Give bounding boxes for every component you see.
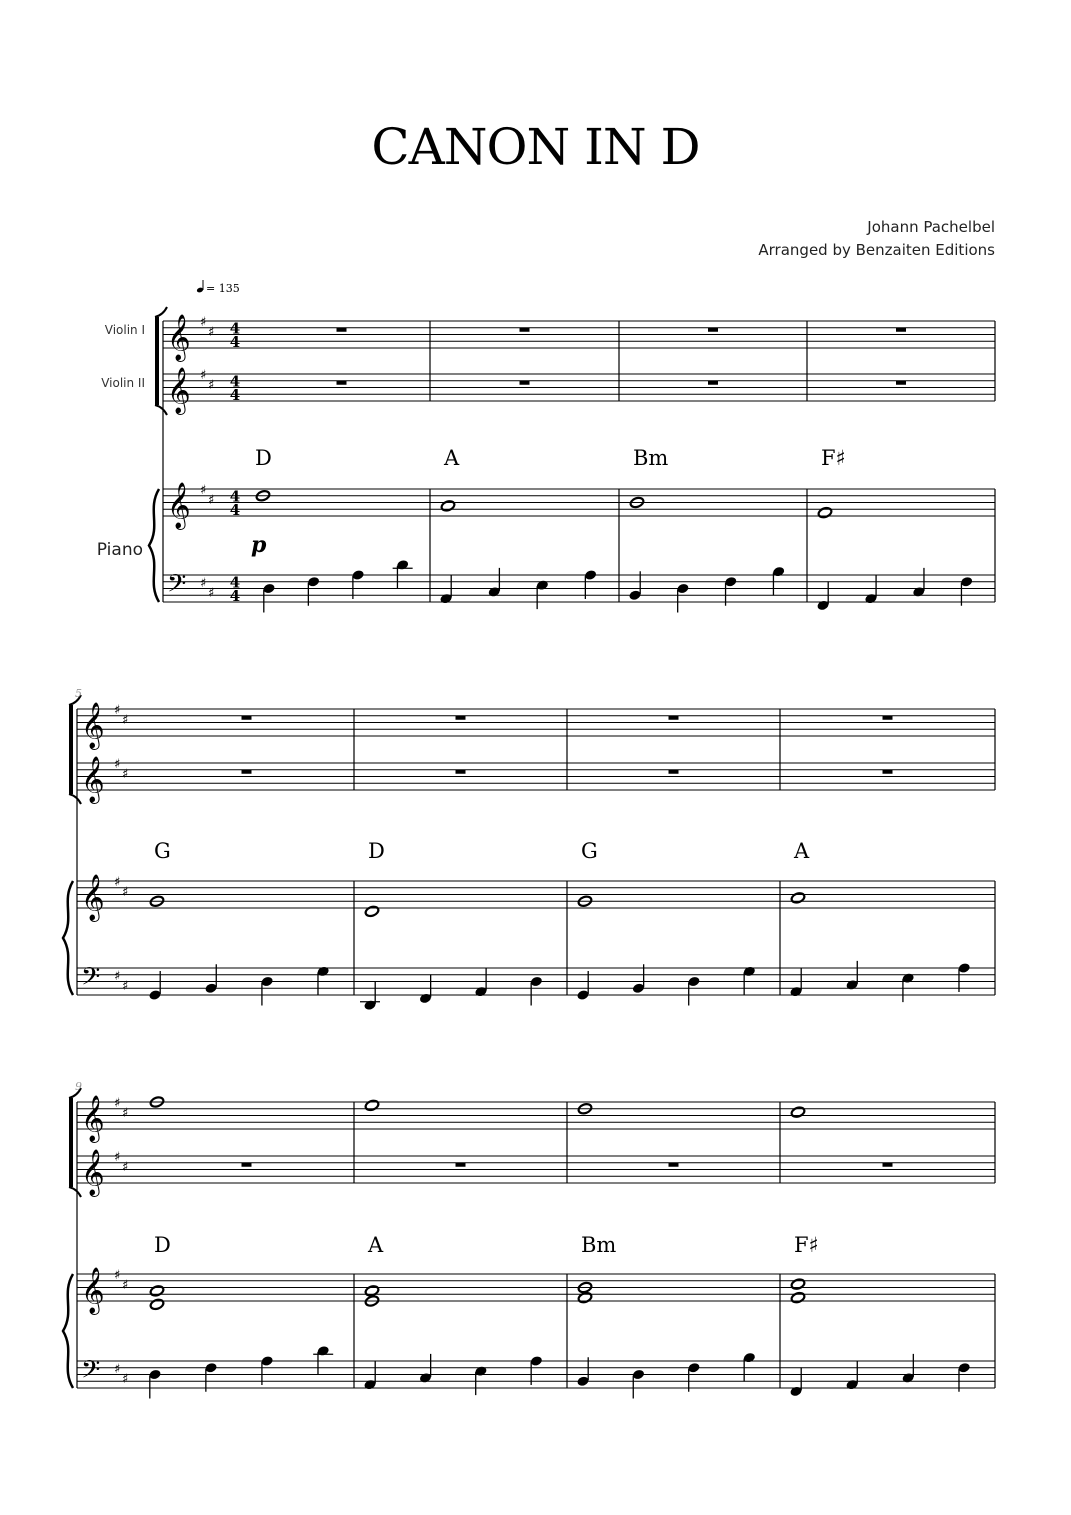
sharp-icon: ♯ (122, 1160, 129, 1176)
treble-clef-icon: 𝄞 (81, 1149, 105, 1196)
instrument-name-violin-2: Violin II (101, 376, 145, 390)
bracket-hook (69, 794, 81, 804)
whole-note (364, 1099, 379, 1112)
sharp-icon: ♯ (200, 483, 207, 498)
measure-number: 5 (75, 687, 82, 700)
treble-clef-icon: 𝄞 (167, 314, 191, 361)
whole-rest (337, 328, 347, 332)
staff-violin2 (163, 374, 995, 401)
sharp-icon: ♯ (122, 1371, 129, 1387)
score-title: CANON IN D (371, 118, 700, 176)
whole-rest (242, 770, 252, 774)
sharp-icon: ♯ (200, 575, 207, 591)
whole-note (364, 905, 379, 918)
treble-clef-icon: 𝄞 (81, 874, 105, 921)
chord-symbol: Bm (581, 1233, 617, 1257)
bracket-hook (155, 307, 167, 317)
whole-note (440, 500, 455, 513)
chord-symbol: D (154, 1233, 171, 1257)
whole-rest (242, 716, 252, 720)
sharp-icon: ♯ (200, 315, 207, 330)
dynamic-marking: p (251, 532, 267, 558)
time-signature-bottom: 4 (229, 333, 241, 351)
treble-clef-icon: 𝄞 (167, 482, 191, 529)
composer-credit: Johann Pachelbel (867, 218, 995, 236)
chord-symbol: Bm (633, 446, 669, 470)
piano-brace (149, 489, 159, 602)
chord-symbol: F♯ (794, 1233, 819, 1257)
bass-clef-icon: 𝄢 (167, 569, 187, 605)
bracket-hook (155, 405, 167, 415)
sharp-icon: ♯ (122, 713, 129, 729)
whole-rest (456, 716, 466, 720)
sharp-icon: ♯ (122, 885, 129, 901)
whole-note (790, 1291, 805, 1304)
whole-note (817, 506, 832, 519)
staff-violin2 (77, 1156, 995, 1183)
sharp-icon: ♯ (114, 875, 121, 890)
sharp-icon: ♯ (114, 1096, 121, 1111)
time-signature-bottom: 4 (229, 386, 241, 404)
whole-rest (896, 328, 906, 332)
chord-symbol: A (368, 1233, 384, 1257)
whole-rest (669, 716, 679, 720)
whole-rest (520, 328, 530, 332)
treble-clef-icon: 𝄞 (81, 756, 105, 803)
whole-note (790, 892, 805, 905)
whole-rest (708, 381, 718, 385)
whole-note (149, 1285, 164, 1298)
bass-clef-icon: 𝄢 (81, 1355, 101, 1391)
time-signature-top: 4 (229, 372, 241, 391)
time-signature-top: 4 (229, 573, 241, 592)
sharp-icon: ♯ (122, 978, 129, 994)
chord-symbol: A (444, 446, 460, 470)
treble-clef-icon: 𝄞 (81, 1095, 105, 1142)
whole-note (790, 1106, 805, 1119)
violin-bracket (155, 317, 159, 405)
sharp-icon: ♯ (208, 493, 215, 509)
chord-symbol: D (255, 446, 272, 470)
chord-symbol: A (794, 839, 810, 863)
sharp-icon: ♯ (208, 325, 215, 341)
whole-rest (896, 381, 906, 385)
measure-number: 9 (75, 1080, 82, 1093)
violin-bracket (69, 705, 73, 794)
violin-bracket (69, 1098, 73, 1187)
whole-rest (708, 328, 718, 332)
bracket-hook (69, 1187, 81, 1197)
whole-rest (669, 1163, 679, 1167)
tempo-marking: = 135 (206, 282, 240, 295)
time-signature-bottom: 4 (229, 587, 241, 605)
whole-note (149, 1298, 164, 1311)
chord-symbol: F♯ (821, 446, 846, 470)
whole-rest (242, 1163, 252, 1167)
whole-note (364, 1285, 379, 1298)
sharp-icon: ♯ (114, 1361, 121, 1377)
sharp-icon: ♯ (208, 378, 215, 394)
whole-rest (337, 381, 347, 385)
sharp-icon: ♯ (114, 1150, 121, 1165)
treble-clef-icon: 𝄞 (81, 1267, 105, 1314)
whole-rest (883, 770, 893, 774)
whole-note (790, 1278, 805, 1291)
whole-note (577, 1291, 592, 1304)
sharp-icon: ♯ (122, 767, 129, 783)
sharp-icon: ♯ (114, 757, 121, 772)
piano-brace (63, 1274, 73, 1388)
time-signature-top: 4 (229, 487, 241, 506)
whole-rest (883, 1163, 893, 1167)
sharp-icon: ♯ (114, 703, 121, 718)
staff-piano_rh (163, 489, 995, 516)
instrument-name-piano: Piano (96, 540, 143, 560)
whole-rest (456, 770, 466, 774)
sharp-icon: ♯ (122, 1278, 129, 1294)
staff-violin1 (163, 321, 995, 348)
chord-symbol: G (581, 839, 598, 863)
chord-symbol: D (368, 839, 385, 863)
staff-violin2 (77, 763, 995, 790)
sharp-icon: ♯ (200, 368, 207, 383)
staff-piano_rh (77, 1274, 995, 1301)
sharp-icon: ♯ (122, 1106, 129, 1122)
arranger-credit: Arranged by Benzaiten Editions (758, 241, 995, 259)
staff-violin1 (77, 709, 995, 736)
sharp-icon: ♯ (208, 585, 215, 601)
sharp-icon: ♯ (114, 1268, 121, 1283)
chord-symbol: G (154, 839, 171, 863)
staff-violin1 (77, 1102, 995, 1129)
whole-rest (520, 381, 530, 385)
time-signature-top: 4 (229, 319, 241, 338)
instrument-name-violin-1: Violin I (104, 323, 145, 337)
staff-piano_rh (77, 881, 995, 908)
time-signature-bottom: 4 (229, 501, 241, 519)
sharp-icon: ♯ (114, 968, 121, 984)
whole-rest (456, 1163, 466, 1167)
piano-brace (63, 881, 73, 995)
treble-clef-icon: 𝄞 (167, 367, 191, 414)
whole-rest (883, 716, 893, 720)
bass-clef-icon: 𝄢 (81, 962, 101, 998)
treble-clef-icon: 𝄞 (81, 702, 105, 749)
whole-rest (669, 770, 679, 774)
